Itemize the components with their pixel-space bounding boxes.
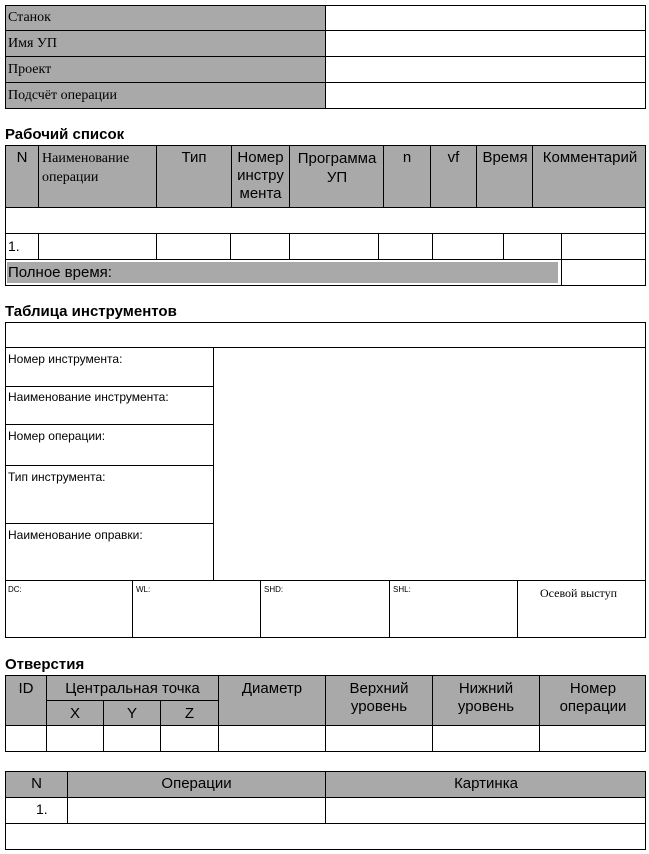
tool-name-label: Наименование инструмента: (8, 390, 169, 404)
col-n-speed: n (402, 149, 412, 166)
col-x: X (69, 705, 80, 722)
col-z: Z (184, 705, 195, 722)
col-operations: Операции (161, 775, 232, 792)
work-row-number: 1. (8, 238, 20, 254)
machine-label: Станок (8, 10, 51, 25)
col-tool-number: Номер инстру мента (237, 149, 284, 202)
holes-title: Отверстия (5, 656, 85, 673)
holder-name-label: Наименование оправки: (8, 528, 143, 542)
tool-type-label: Тип инструмента: (8, 470, 106, 484)
col-n: N (16, 149, 28, 166)
col-nc-program: Программа УП (297, 150, 377, 186)
param-wl-label: WL: (136, 585, 151, 594)
col-id: ID (18, 680, 34, 697)
param-shd-label: SHD: (264, 585, 284, 594)
tool-image-area (214, 348, 645, 580)
col-y: Y (126, 705, 137, 722)
col-picture: Картинка (454, 775, 518, 792)
project-label: Проект (8, 62, 52, 77)
col-comment: Комментарий (542, 149, 638, 166)
axial-projection-label: Осевой выступ (540, 586, 618, 600)
table-row (5, 233, 646, 260)
param-dc-label: DC: (8, 585, 22, 594)
ops-empty-row (5, 823, 646, 850)
work-list-title: Рабочий список (5, 126, 125, 143)
col-diameter: Диаметр (241, 680, 303, 697)
col-operation-number: Номер операции (559, 680, 627, 715)
col-upper-level: Верхний уровень (349, 680, 409, 715)
col-vf: vf (447, 149, 460, 166)
param-shl-label: SHL: (393, 585, 411, 594)
col-ops-n: N (31, 775, 42, 792)
operation-count-label: Подсчёт операции (8, 88, 118, 103)
col-time: Время (482, 149, 528, 166)
tool-number-label: Номер инструмента: (8, 352, 123, 366)
col-operation-name: Наименование операции (42, 151, 130, 185)
col-center-point: Центральная точка (65, 680, 200, 697)
work-list-empty-row (5, 207, 646, 234)
program-name-label: Имя УП (8, 36, 57, 51)
operation-number-label: Номер операции: (8, 429, 106, 443)
ops-row-number: 1. (36, 801, 48, 817)
col-type: Тип (181, 149, 207, 166)
total-time-label: Полное время: (8, 264, 112, 281)
col-lower-level: Нижний уровень (457, 680, 515, 715)
tool-table-title: Таблица инструментов (5, 303, 177, 320)
